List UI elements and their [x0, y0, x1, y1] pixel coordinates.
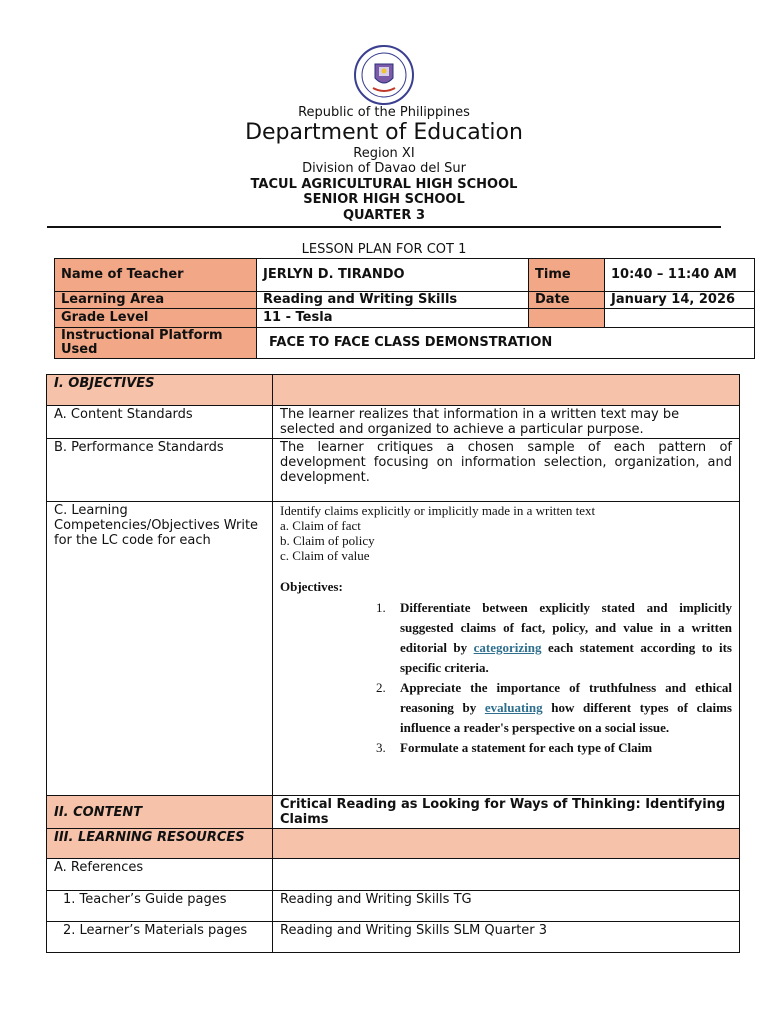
header-divider	[47, 226, 721, 228]
objective-text: Differentiate between explicitly stated and implicitly suggested claims of fact, policy, and value in a written editorial by	[400, 600, 732, 655]
competencies-cell	[273, 502, 740, 796]
objectives-heading: I. OBJECTIVES	[47, 375, 273, 406]
learning-area-value: Reading and Writing Skills	[257, 292, 529, 309]
republic-line: Republic of the Philippines	[298, 105, 470, 120]
competency-item-a: a. Claim of fact	[280, 518, 361, 533]
division-line: Division of Davao del Sur	[302, 161, 466, 176]
competency-intro: Identify claims explicitly or implicitly made in a written text	[280, 503, 596, 518]
lesson-info-table	[54, 258, 755, 359]
content-heading: II. CONTENT	[47, 796, 273, 829]
school-name: TACUL AGRICULTURAL HIGH SCHOOL	[250, 177, 518, 192]
references-label: A. References	[47, 859, 273, 891]
objective-text-end: how different types of claims influence a reader's perspective on a social issue.	[400, 700, 732, 735]
objective-number: 3.	[376, 740, 386, 755]
school-level: SENIOR HIGH SCHOOL	[303, 192, 465, 207]
learning-area-label: Learning Area	[55, 292, 257, 309]
empty-label-cell	[529, 309, 605, 328]
learners-materials-label: 2. Learner’s Materials pages	[47, 922, 273, 953]
time-value: 10:40 – 11:40 AM	[605, 259, 755, 292]
learning-resources-heading: III. LEARNING RESOURCES	[47, 829, 273, 859]
categorizing-link[interactable]: categorizing	[473, 640, 542, 655]
date-label: Date	[529, 292, 605, 309]
date-value: January 14, 2026	[605, 292, 755, 309]
objective-text-end: each statement according to its specific criteria.	[400, 640, 732, 675]
objectives-label: Objectives:	[280, 579, 343, 594]
platform-label: Instructional Platform Used	[55, 328, 257, 359]
lesson-plan-table	[46, 374, 740, 953]
objective-item	[376, 678, 732, 738]
teachers-guide-label: 1. Teacher’s Guide pages	[47, 891, 273, 922]
grade-level-value: 11 - Tesla	[257, 309, 529, 328]
department-title: Department of Education	[245, 120, 523, 145]
lesson-plan-title: LESSON PLAN FOR COT 1	[301, 242, 467, 257]
competency-item-b: b. Claim of policy	[280, 533, 375, 548]
platform-value: FACE TO FACE CLASS DEMONSTRATION	[257, 328, 755, 359]
teacher-label: Name of Teacher	[55, 259, 257, 292]
evaluating-link[interactable]: evaluating	[484, 700, 543, 715]
teacher-value: JERLYN D. TIRANDO	[257, 259, 529, 292]
objective-item	[376, 598, 732, 678]
content-value: Critical Reading as Looking for Ways of Thinking: Identifying Claims	[273, 796, 740, 829]
competencies-label: C. Learning Competencies/Objectives Write for the LC code for each	[47, 502, 273, 796]
content-standards-value: The learner realizes that information in a written text may be selected and organized to achieve a particular purpose.	[273, 406, 740, 439]
region-line: Region XI	[353, 146, 415, 161]
objective-number: 2.	[376, 680, 386, 695]
objectives-list	[280, 598, 732, 758]
performance-standards-label: B. Performance Standards	[47, 439, 273, 502]
deped-seal-icon	[349, 44, 419, 106]
grade-level-label: Grade Level	[55, 309, 257, 328]
performance-standards-value: The learner critiques a chosen sample of each pattern of development focusing on information selection, organization, and development.	[273, 439, 740, 502]
teachers-guide-value: Reading and Writing Skills TG	[273, 891, 740, 922]
objective-item	[376, 738, 732, 758]
objective-text: Appreciate the importance of truthfulness and ethical reasoning by	[400, 680, 732, 715]
learning-resources-blank	[273, 829, 740, 859]
quarter-line: QUARTER 3	[342, 208, 426, 223]
objective-number: 1.	[376, 600, 386, 615]
learners-materials-value: Reading and Writing Skills SLM Quarter 3	[273, 922, 740, 953]
content-standards-label: A. Content Standards	[47, 406, 273, 439]
time-label: Time	[529, 259, 605, 292]
objectives-heading-blank	[273, 375, 740, 406]
competency-item-c: c. Claim of value	[280, 548, 370, 563]
references-value	[273, 859, 740, 891]
objective-text: Formulate a statement for each type of Claim	[400, 740, 653, 755]
empty-value-cell	[605, 309, 755, 328]
